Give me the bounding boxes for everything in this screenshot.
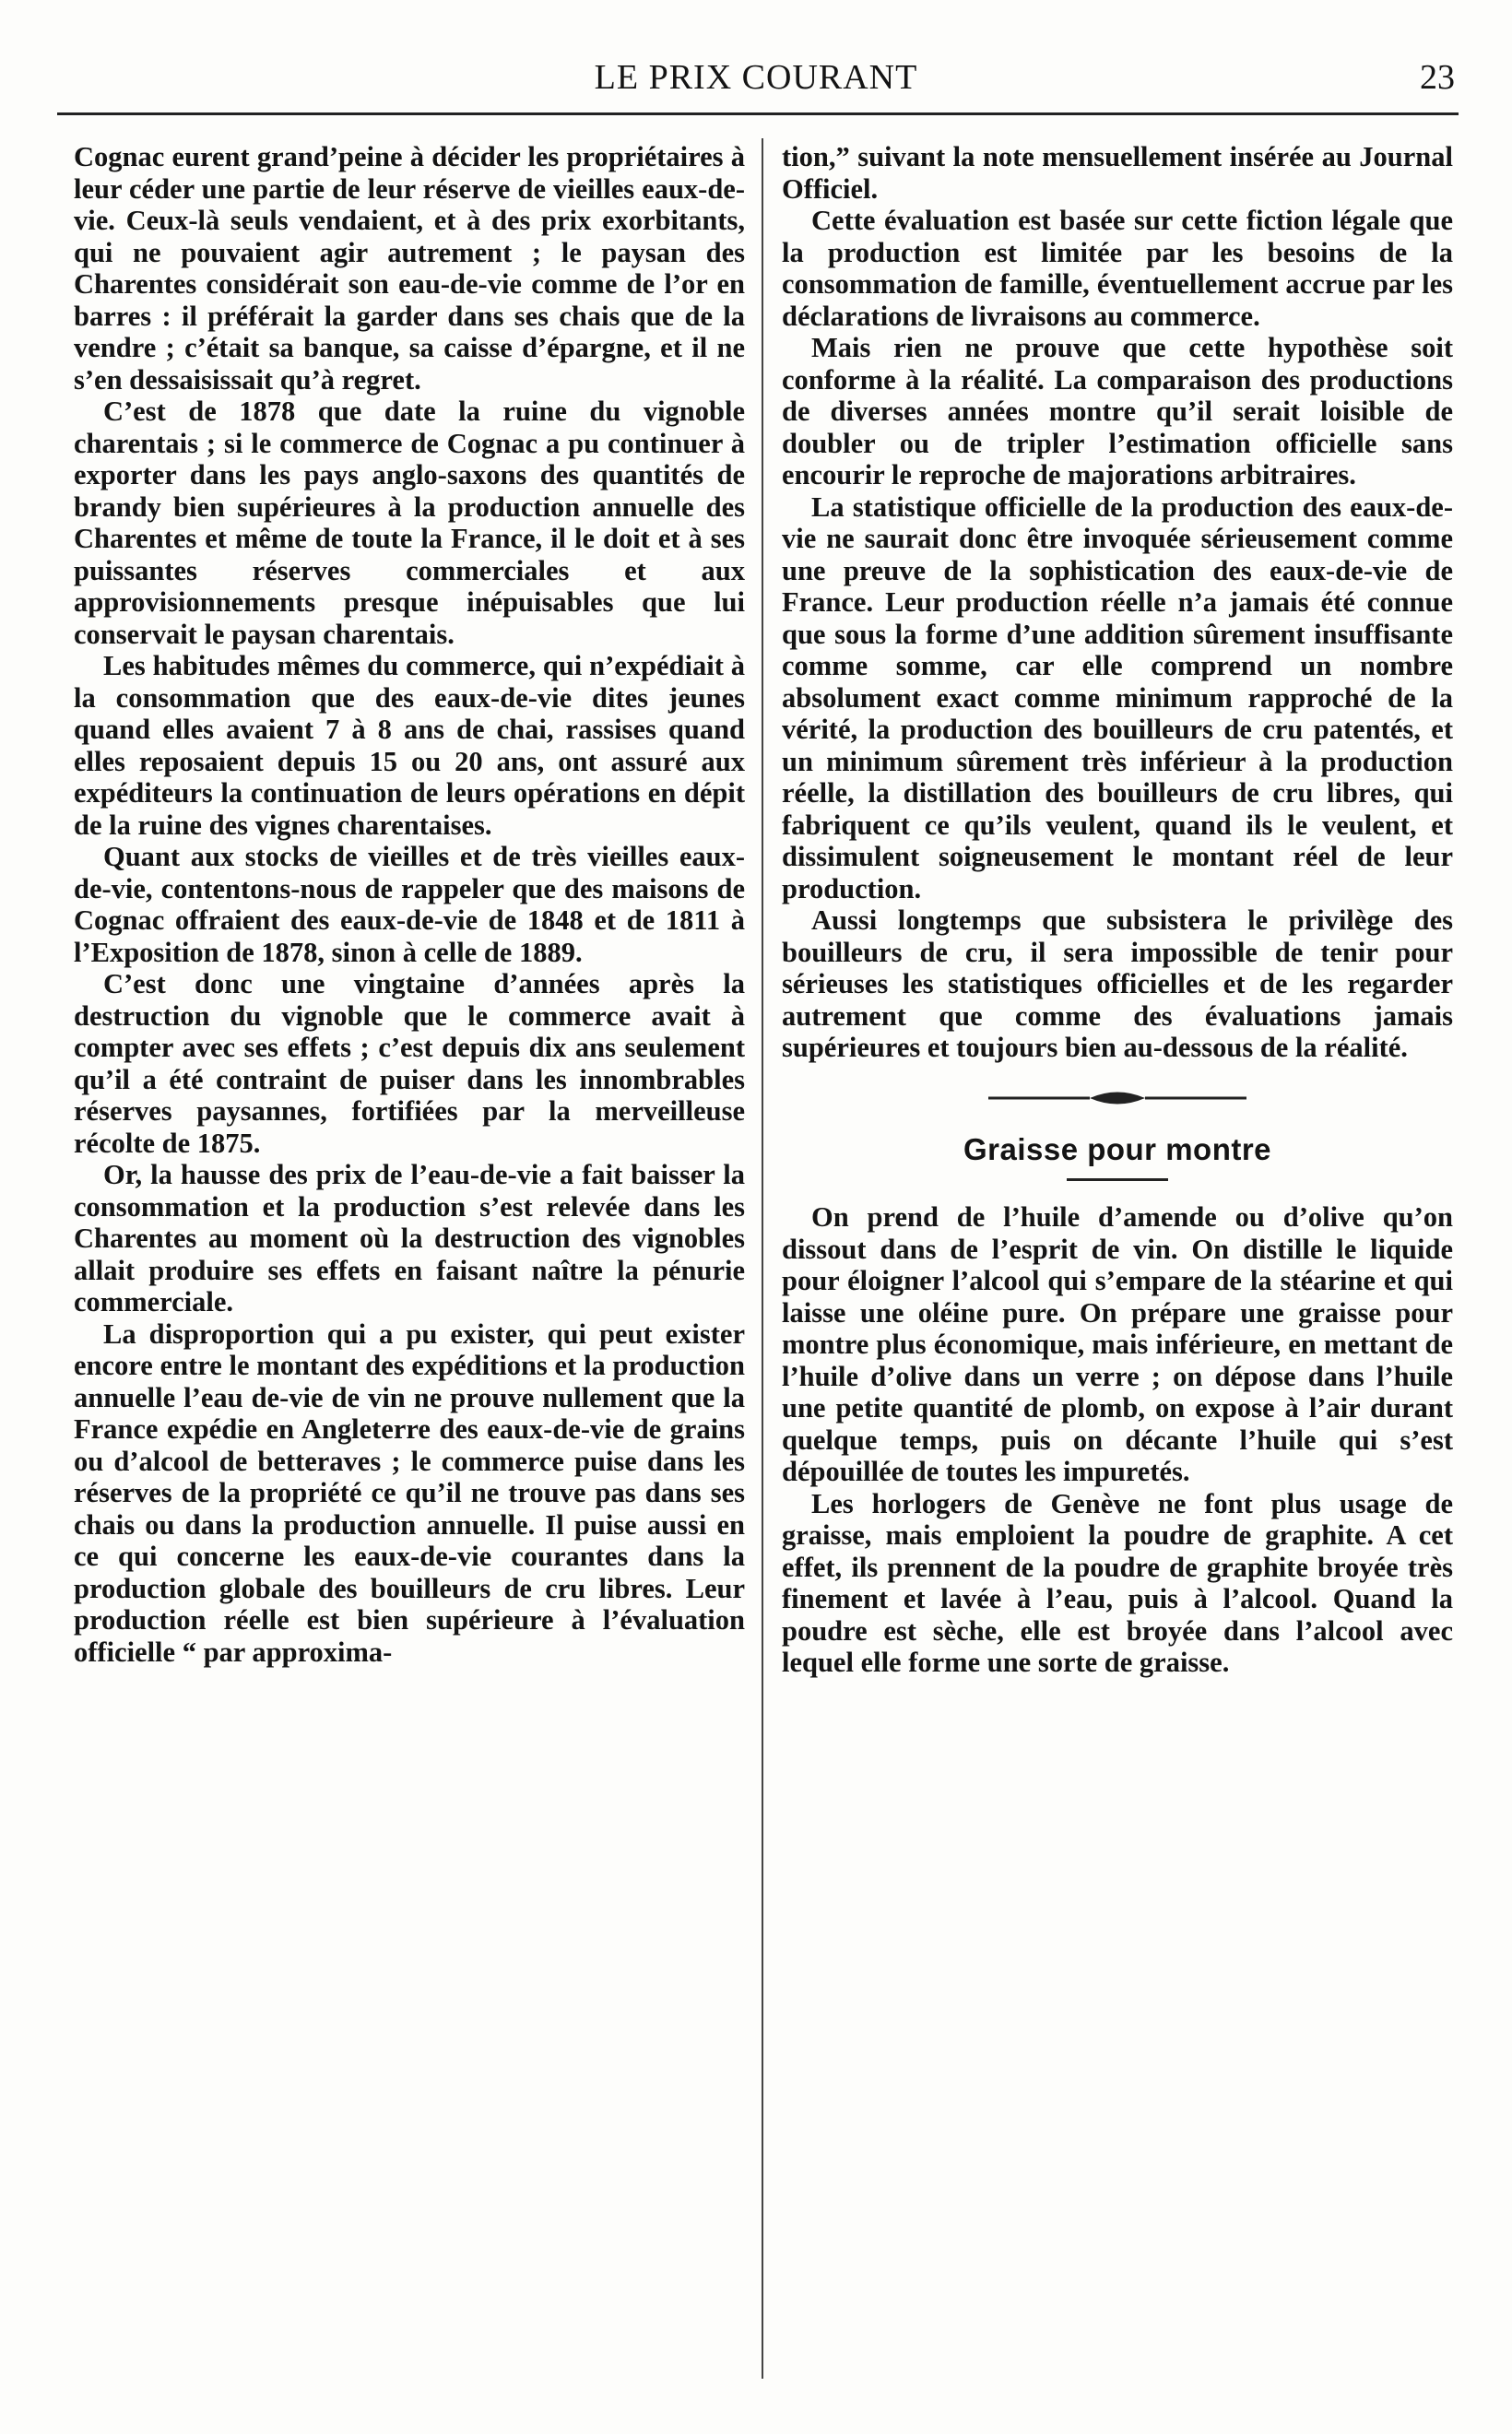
ornament-divider-icon: [979, 1084, 1256, 1112]
paragraph: On prend de l’huile d’amende ou d’olive qu’on dissout dans de l’esprit de vin. On distille le liquide pour éloigner l’alcool qui s’empare de la stéarine et qui laisse une oléine pure. On prépare une graisse pour montre plus économique, mais inférieure, en mettant de l’huile d’olive dans un verre ; on dépose dans l’huile une petite quantité de plomb, on expose à l’air durant quelque temps, puis on décante l’huile qui s’est dépouillée de toutes les impuretés.: [782, 1201, 1453, 1487]
paragraph: Les habitudes mêmes du commerce, qui n’expédiait à la consommation que des eaux-de-vie dites jeunes quand elles avaient 7 à 8 ans de chai, rassises quand elles reposaient depuis 15 ou 20 ans, ont assuré aux expéditeurs la continuation de leurs opérations en dépit de la ruine des vignes charentaises.: [74, 650, 745, 841]
paragraph: Les horlogers de Genève ne font plus usage de graisse, mais emploient la poudre de graphite. A cet effet, ils prennent de la poudre de graphite broyée très finement et lavée à l’eau, puis à l’alcool. Quand la poudre est sèche, elle est broyée dans l’alcool avec lequel elle forme une sorte de graisse.: [782, 1487, 1453, 1678]
paragraph: C’est de 1878 que date la ruine du vignoble charentais ; si le commerce de Cognac a pu continuer à exporter dans les pays anglo-saxons des quantités de brandy bien supérieures à la production annuelle des Charentes et même de toute la France, il le doit et à ses puissantes réserves commerciales et aux approvisionnements presque inépuisables que lui conservait le paysan charentais.: [74, 396, 745, 650]
paragraph: C’est donc une vingtaine d’années après la destruction du vignoble que le commerce avait à compter avec ses effets ; c’est depuis dix ans seulement qu’il a été contraint de puiser dans les innombrables réserves paysannes, fortifiées par la merveilleuse récolte de 1875.: [74, 968, 745, 1159]
column-divider: [762, 138, 763, 2379]
right-column: [782, 141, 1453, 1679]
paragraph: La disproportion qui a pu exister, qui peut exister encore entre le montant des expéditions et la production annuelle l’eau de-vie de vin ne prouve nullement que la France expédie en Angleterre des eaux-de-vie de grains ou d’alcool de betteraves ; le commerce puise dans les réserves de la propriété ce qu’il ne trouve pas dans ses chais ou dans la production annuelle. Il puise aussi en ce qui concerne les eaux-de-vie courantes dans la production globale des bouilleurs de cru libres. Leur production réelle est bien supérieure à l’évaluation officielle “ par approxima-: [74, 1317, 745, 1668]
paragraph: Or, la hausse des prix de l’eau-de-vie a fait baisser la consommation et la production s’est relevée dans les Charentes au moment où la destruction des vignobles allait produire ses effets en faisant naître la pénurie commerciale.: [74, 1159, 745, 1317]
paragraph: Mais rien ne prouve que cette hypothèse soit conforme à la réalité. La comparaison des productions de diverses années montre qu’il serait loisible de doubler ou de tripler l’estimation officielle sans encourir le reproche de majorations arbitraires.: [782, 332, 1453, 490]
paragraph: tion,” suivant la note mensuellement insérée au Journal Officiel.: [782, 141, 1453, 205]
paragraph: La statistique officielle de la production des eaux-de-vie ne saurait donc être invoquée sérieusement comme une preuve de la sophistication des eaux-de-vie de France. Leur production réelle n’a jamais été connue que sous la forme d’une addition sûrement insuffisante comme somme, car elle comprend un nombre absolument exact comme minimum rapproché de la vérité, la production des bouilleurs de cru patentés, et un minimum sûrement très inférieur à la production réelle, la distillation des bouilleurs de cru libres, qui fabriquent ce qu’ils veulent, quand ils le veulent, et dissimulent soigneusement le montant réel de leur production.: [782, 490, 1453, 904]
running-title: LE PRIX COURANT: [594, 58, 918, 97]
paragraph: Cette évaluation est basée sur cette fiction légale que la production est limitée par les besoins de la consommation de famille, éventuellement accrue par les déclarations de livraisons au commerce.: [782, 205, 1453, 332]
title-rule: [1067, 1178, 1168, 1181]
page-number: 23: [1420, 58, 1455, 97]
left-column: [74, 141, 745, 1668]
section-title: Graisse pour montre: [963, 1131, 1272, 1166]
paragraph: Aussi longtemps que subsistera le privilège des bouilleurs de cru, il sera impossible de tenir pour sérieuses les statistiques officielles et de les regarder autrement que comme des évaluations jamais supérieures et toujours bien au-dessous de la réalité.: [782, 904, 1453, 1063]
paragraph: Quant aux stocks de vieilles et de très vieilles eaux-de-vie, contentons-nous de rappeler que des maisons de Cognac offraient des eaux-de-vie de 1848 et de 1811 à l’Exposition de 1878, sinon à celle de 1889.: [74, 841, 745, 968]
paragraph: Cognac eurent grand’peine à décider les propriétaires à leur céder une partie de leur réserve de vieilles eaux-de-vie. Ceux-là seuls vendaient, et à des prix exorbitants, qui ne pouvaient agir autrement ; le paysan des Charentes considérait son eau-de-vie comme de l’or en barres : il préférait la garder dans ses chais que de la vendre ; c’était sa banque, sa caisse d’épargne, et il ne s’en dessaisissait qu’à regret.: [74, 141, 745, 396]
page-header: [57, 57, 1455, 103]
header-rule: [57, 112, 1459, 115]
